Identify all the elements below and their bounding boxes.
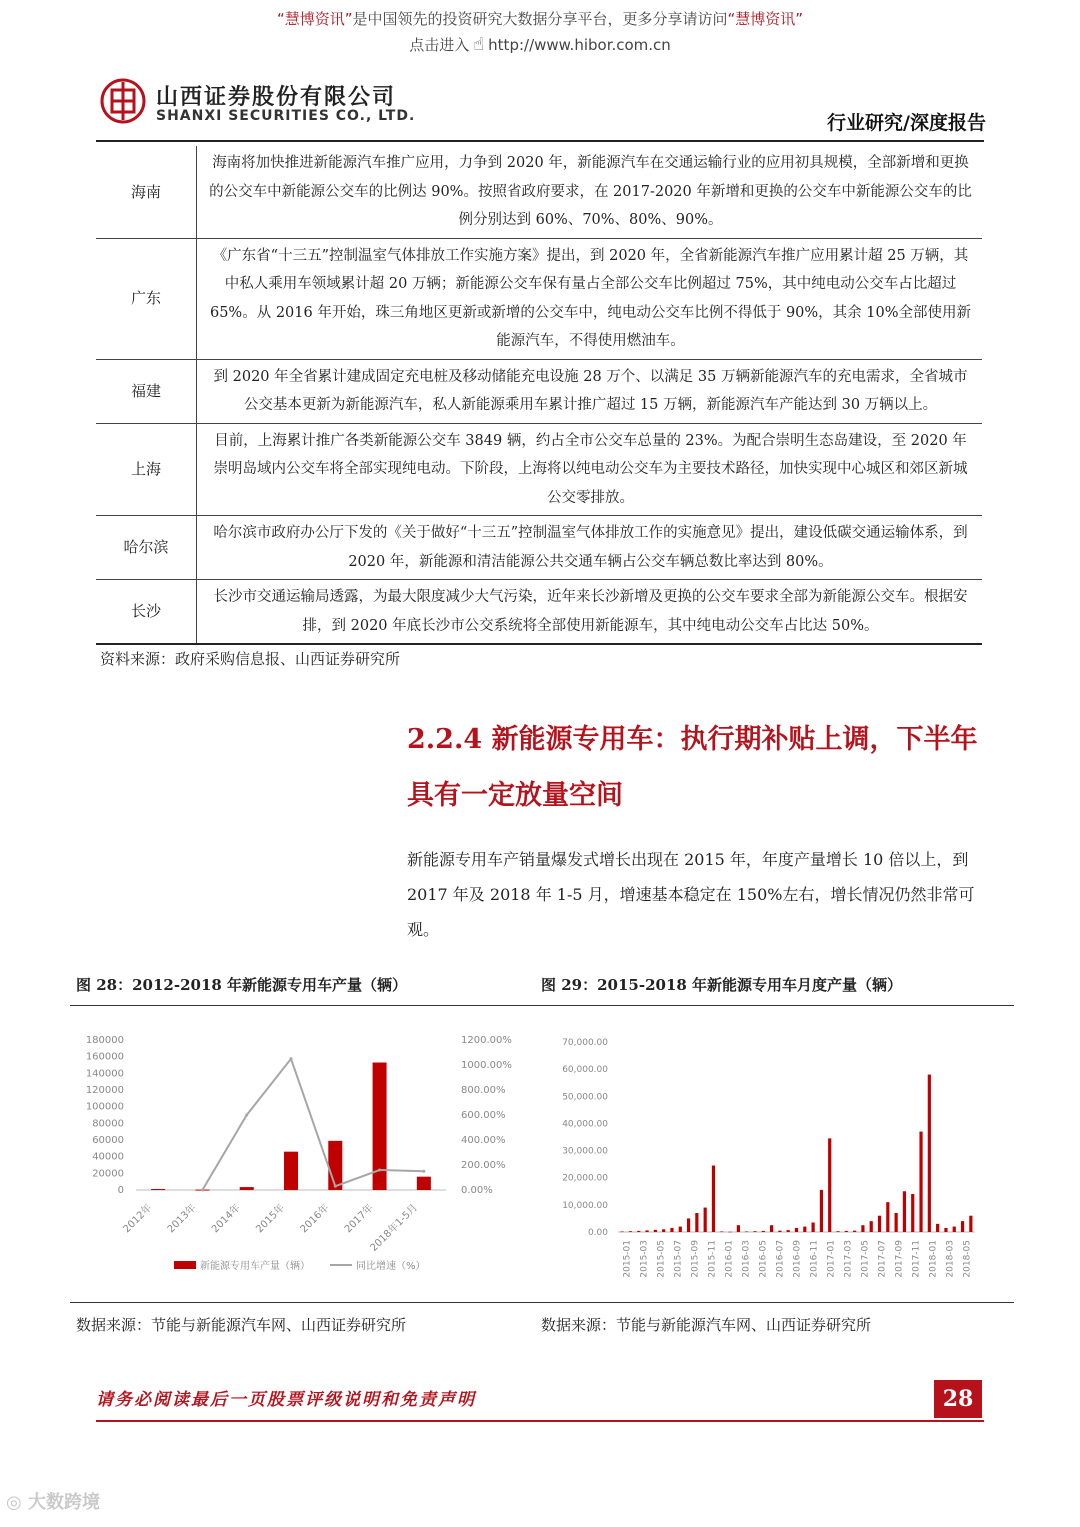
- x-tick-label: 2015-09: [690, 1240, 701, 1278]
- growth-line: [202, 1059, 423, 1190]
- x-tick-label: 2014年: [209, 1202, 243, 1236]
- y-tick-label: 60,000.00: [562, 1065, 608, 1076]
- section-paragraph: 新能源专用车产销量爆发式增长出现在 2015 年，年度产量增长 10 倍以上，到 2017 年及 2018 年 1-5 月，增速基本稳定在 150%左右，增长情况仍然非常可观。: [407, 850, 975, 939]
- figure-29-caption: 图 29：2015-2018 年新能源专用车月度产量（辆）: [541, 976, 903, 994]
- policy-cell: 《广东省“十三五”控制温室气体排放工作实施方案》提出，到 2020 年，全省新能源汽车推广应用累计超 25 万辆，其中私人乘用车领域累计超 20 万辆；新能源公交车保有量占全部公交车比例超过 75%，其中纯电动公交车占比超过 65%。从 2016 年开始，珠三角地区更新或新增的公交车中，纯电动公交车比例不得低于 90%，其余 10%全部使用新能源汽车，不得使用燃油车。: [197, 238, 983, 359]
- y-tick-label: 50,000.00: [562, 1092, 608, 1103]
- annual-production-chart: [66, 1010, 512, 1300]
- data-source-left: 数据来源：节能与新能源汽车网、山西证券研究所: [76, 1316, 407, 1334]
- bar: [845, 1231, 848, 1232]
- x-tick-label: 2018-05: [962, 1240, 973, 1278]
- table-row: [96, 146, 982, 238]
- city-cell: 哈尔滨: [96, 516, 197, 580]
- bar: [928, 1075, 931, 1232]
- bar: [878, 1216, 881, 1232]
- x-tick-label: 2017-09: [894, 1240, 905, 1278]
- y-tick-label: 30,000.00: [562, 1146, 608, 1157]
- y-left-tick-label: 180000: [85, 1035, 124, 1046]
- bar: [687, 1218, 690, 1232]
- policy-cell: 目前，上海累计推广各类新能源公交车 3849 辆，约占全市公交车总量的 23%。为配合崇明生态岛建设，至 2020 年崇明岛域内公交车将全部实现纯电动。下阶段，上海将以纯电动公交车为主要技术路径，加快实现中心城区和郊区新城公交零排放。: [197, 423, 983, 516]
- x-tick-label: 2012年: [121, 1202, 155, 1236]
- company-name-en: SHANXI SECURITIES CO., LTD.: [156, 108, 416, 124]
- section-title-line2: 具有一定放量空间: [407, 780, 623, 811]
- bar: [853, 1231, 856, 1232]
- bar: [151, 1189, 165, 1190]
- growth-point: [245, 1114, 248, 1117]
- x-tick-label: 2015-07: [673, 1240, 684, 1278]
- watermark: [6, 1488, 100, 1514]
- legend-line-label: 同比增速（%）: [356, 1261, 426, 1272]
- bar: [828, 1138, 831, 1232]
- y-left-tick-label: 60000: [92, 1135, 124, 1146]
- x-tick-label: 2016-03: [741, 1240, 752, 1278]
- x-tick-label: 2013年: [165, 1202, 199, 1236]
- legend-bar-label: 新能源专用车产量（辆）: [200, 1261, 310, 1272]
- bar: [969, 1216, 972, 1232]
- x-tick-label: 2018年1-5月: [368, 1202, 420, 1254]
- policy-cell: 长沙市交通运输局透露，为最大限度减少大气污染，近年来长沙新增及更换的公交车要求全部为新能源公交车。根据安排，到 2020 年底长沙市公交系统将全部使用新能源车，其中纯电动公交车占比达 50%。: [197, 580, 983, 645]
- bar: [944, 1228, 947, 1232]
- city-cell: 广东: [96, 238, 197, 359]
- policy-table: [96, 146, 982, 645]
- promo-url-link[interactable]: http://www.hibor.com.cn: [488, 36, 671, 54]
- bar: [745, 1231, 748, 1232]
- y-tick-label: 0.00: [587, 1228, 608, 1238]
- bar: [704, 1208, 707, 1232]
- promo-link-line: [0, 34, 1080, 55]
- bar: [936, 1224, 939, 1232]
- growth-point: [334, 1185, 337, 1188]
- bar: [870, 1221, 873, 1232]
- city-cell: 福建: [96, 359, 197, 423]
- bar: [417, 1177, 431, 1190]
- policy-cell: 到 2020 年全省累计建成固定充电桩及移动储能充电设施 28 万个、以满足 35 万辆新能源汽车的充电需求，全省城市公交基本更新为新能源汽车，私人新能源乘用车累计推广超过 15 万辆，新能源汽车产能达到 30 万辆以上。: [197, 359, 983, 423]
- bar: [328, 1141, 342, 1190]
- growth-point: [422, 1170, 425, 1173]
- x-tick-label: 2017年: [342, 1202, 376, 1236]
- figure-28-caption: 图 28：2012-2018 年新能源专用车产量（辆）: [76, 976, 408, 994]
- report-type: 行业研究/深度报告: [827, 112, 986, 134]
- table-source: 资料来源：政府采购信息报、山西证券研究所: [100, 650, 401, 668]
- bar: [812, 1223, 815, 1233]
- data-source-right: 数据来源：节能与新能源汽车网、山西证券研究所: [541, 1316, 872, 1334]
- y-right-tick-label: 0.00%: [461, 1185, 493, 1196]
- bar: [803, 1227, 806, 1232]
- disclaimer-note: 请务必阅读最后一页股票评级说明和免责声明: [96, 1390, 476, 1410]
- bar: [629, 1231, 632, 1232]
- bar: [787, 1230, 790, 1232]
- y-tick-label: 40,000.00: [562, 1119, 608, 1130]
- table-row: [96, 359, 982, 423]
- x-tick-label: 2016-01: [724, 1240, 735, 1278]
- promo-text: 是中国领先的投资研究大数据分享平台，更多分享请访问: [352, 10, 728, 28]
- figure-top-divider: [70, 1005, 1014, 1006]
- y-tick-label: 10,000.00: [562, 1200, 608, 1211]
- bar: [911, 1194, 914, 1232]
- figure-bottom-divider: [70, 1302, 1014, 1303]
- x-tick-label: 2017-05: [860, 1240, 871, 1278]
- bar: [645, 1230, 648, 1232]
- y-left-tick-label: 40000: [92, 1151, 124, 1163]
- growth-point: [201, 1189, 204, 1192]
- bar: [662, 1229, 665, 1232]
- section-title: [407, 712, 987, 824]
- bar: [820, 1190, 823, 1232]
- bar: [895, 1213, 898, 1232]
- promo-line: [0, 8, 1080, 29]
- promo-enter-label: 点击进入: [409, 36, 470, 54]
- watermark-logo-icon: ◎: [6, 1492, 28, 1513]
- bar: [762, 1231, 765, 1232]
- table-row: [96, 423, 982, 516]
- bar: [886, 1202, 889, 1232]
- y-left-tick-label: 160000: [85, 1051, 124, 1063]
- table-row: [96, 516, 982, 580]
- x-tick-label: 2016年: [298, 1202, 332, 1236]
- section-title-line1: 2.2.4 新能源专用车：执行期补贴上调，下半年: [407, 724, 978, 755]
- x-tick-label: 2016-11: [809, 1240, 820, 1278]
- x-tick-label: 2015-03: [639, 1240, 650, 1278]
- table-row: [96, 580, 982, 645]
- growth-point: [290, 1057, 293, 1060]
- x-tick-label: 2017-01: [826, 1240, 837, 1278]
- bar: [961, 1221, 964, 1232]
- y-left-tick-label: 140000: [85, 1068, 124, 1080]
- y-tick-label: 20,000.00: [562, 1173, 608, 1184]
- bar: [712, 1166, 715, 1233]
- x-tick-label: 2017-07: [877, 1240, 888, 1278]
- promo-brand-2: “慧博资讯”: [727, 10, 804, 28]
- bar: [778, 1231, 781, 1232]
- header-divider: [96, 140, 984, 142]
- y-left-tick-label: 0: [117, 1185, 124, 1196]
- bar: [654, 1230, 657, 1232]
- policy-cell: 海南将加快推进新能源汽车推广应用，力争到 2020 年，新能源汽车在交通运输行业的应用初具规模，全部新增和更换的公交车中新能源公交车的比例达 90%。按照省政府要求，在 2017-2020 年新增和更换的公交车中新能源公交车的比例分别达到 60%、70%、80%、90%。: [197, 146, 983, 238]
- footer-divider: [96, 1420, 984, 1422]
- bar: [753, 1231, 756, 1232]
- x-tick-label: 2016-09: [792, 1240, 803, 1278]
- y-right-tick-label: 400.00%: [461, 1135, 506, 1146]
- y-right-tick-label: 1000.00%: [461, 1060, 512, 1071]
- y-right-tick-label: 800.00%: [461, 1085, 506, 1096]
- y-tick-label: 70,000.00: [562, 1038, 608, 1048]
- watermark-text: 大数跨境: [27, 1492, 100, 1513]
- x-tick-label: 2015-01: [622, 1240, 633, 1278]
- bar: [919, 1132, 922, 1232]
- bar: [621, 1231, 624, 1232]
- x-tick-label: 2017-11: [911, 1240, 922, 1278]
- company-logo: [100, 78, 146, 124]
- y-right-tick-label: 1200.00%: [461, 1035, 512, 1046]
- bar: [861, 1225, 864, 1232]
- bar: [670, 1228, 673, 1232]
- monthly-production-chart: [530, 1010, 980, 1300]
- x-tick-label: 2015年: [254, 1202, 288, 1236]
- bar: [795, 1228, 798, 1232]
- bar: [240, 1187, 254, 1190]
- city-cell: 长沙: [96, 580, 197, 645]
- city-cell: 海南: [96, 146, 197, 238]
- x-tick-label: 2016-07: [775, 1240, 786, 1278]
- x-tick-label: 2016-05: [758, 1240, 769, 1278]
- bar: [903, 1191, 906, 1232]
- page-number: 28: [934, 1380, 982, 1418]
- bar: [953, 1227, 956, 1232]
- y-left-tick-label: 120000: [85, 1085, 124, 1096]
- city-cell: 上海: [96, 423, 197, 516]
- legend-bar-swatch: [174, 1261, 196, 1269]
- y-right-tick-label: 600.00%: [461, 1110, 506, 1121]
- pointer-hand-icon: ☝: [473, 34, 485, 55]
- y-left-tick-label: 100000: [85, 1101, 124, 1113]
- y-left-tick-label: 80000: [92, 1118, 124, 1130]
- promo-brand: “慧博资讯”: [276, 10, 353, 28]
- bar: [637, 1231, 640, 1232]
- bar: [720, 1231, 723, 1232]
- bar: [836, 1231, 839, 1232]
- policy-cell: 哈尔滨市政府办公厅下发的《关于做好“十三五”控制温室气体排放工作的实施意见》提出，建设低碳交通运输体系，到 2020 年，新能源和清洁能源公共交通车辆占公交车辆总数比率达到 80%。: [197, 516, 983, 580]
- x-tick-label: 2015-05: [656, 1240, 667, 1278]
- bar: [679, 1227, 682, 1232]
- growth-point: [378, 1169, 381, 1172]
- bar: [770, 1225, 773, 1232]
- y-right-tick-label: 200.00%: [461, 1160, 506, 1171]
- bar: [728, 1232, 731, 1233]
- bar: [737, 1225, 740, 1232]
- y-left-tick-label: 20000: [92, 1168, 124, 1180]
- table-row: [96, 238, 982, 359]
- x-tick-label: 2018-03: [945, 1240, 956, 1278]
- x-tick-label: 2015-11: [707, 1240, 718, 1278]
- x-tick-label: 2017-03: [843, 1240, 854, 1278]
- bar: [695, 1213, 698, 1232]
- company-name-cn: 山西证券股份有限公司: [156, 85, 397, 110]
- x-tick-label: 2018-01: [928, 1240, 939, 1278]
- bar: [284, 1152, 298, 1190]
